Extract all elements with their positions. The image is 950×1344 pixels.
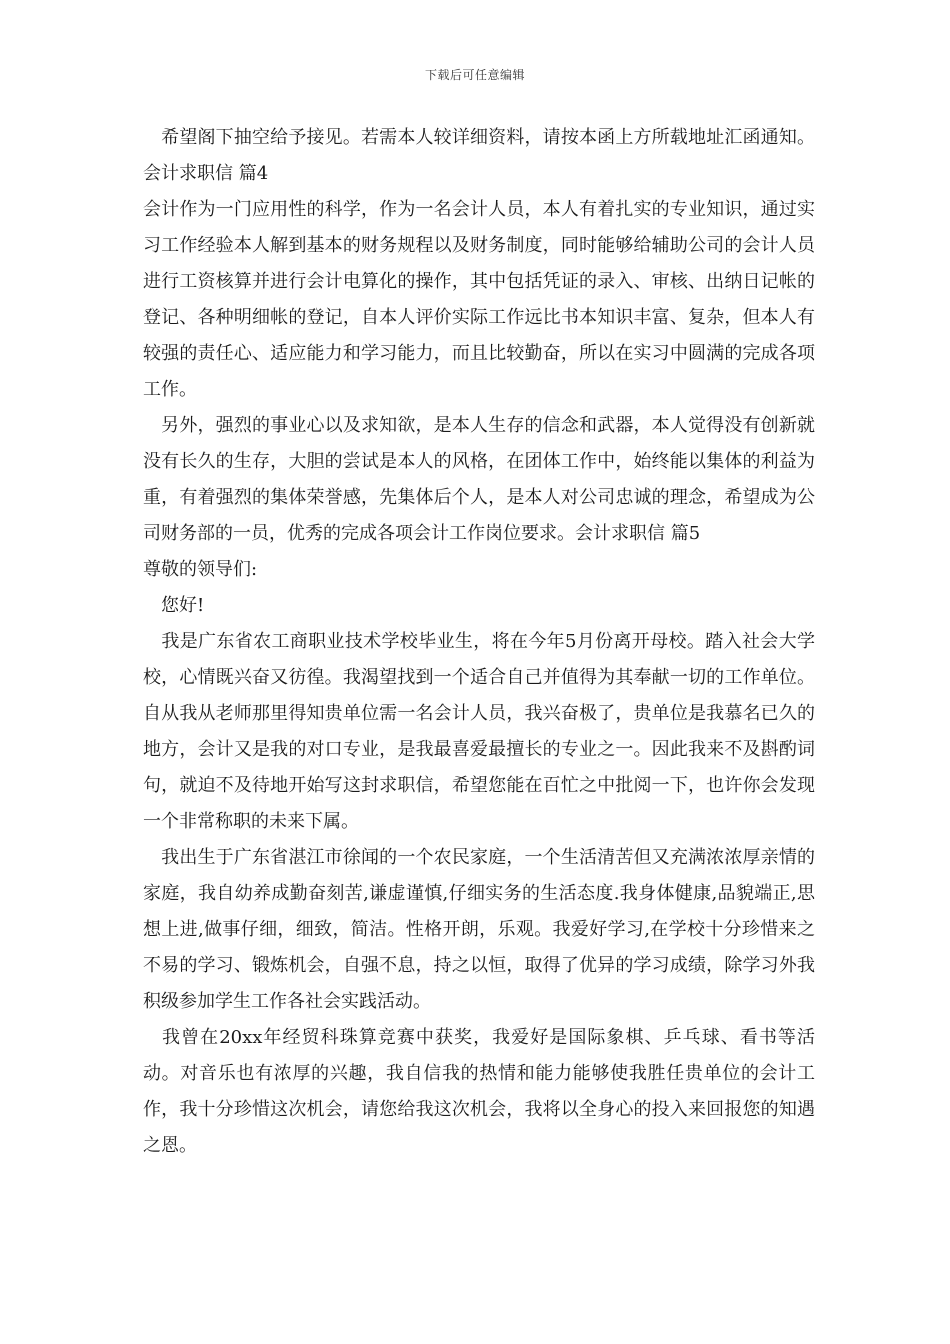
- paragraph-background: 我出生于广东省湛江市徐闻的一个农民家庭，一个生活清苦但又充满浓浓厚亲情的家庭，我自幼养成勤奋刻苦,谦虚谨慎,仔细实务的生活态度.我身体健康,品貌端正,思想上进,做事仔细，细致，简洁。性格开朗，乐观。我爱好学习,在学校十分珍惜来之不易的学习、锻炼机会，自强不息，持之以恒，取得了优异的学习成绩，除学习外我积级参加学生工作各社会实践活动。: [143, 847, 815, 1012]
- paragraph-ambition: 另外，强烈的事业心以及求知欲，是本人生存的信念和武器，本人觉得没有创新就没有长久的生存，大胆的尝试是本人的风格，在团体工作中，始终能以集体的利益为重，有着强烈的集体荣誉感，先集体后个人，是本人对公司忠诚的理念，希望成为公司财务部的一员，优秀的完成各项会计工作岗位要求。会计求职信 篇5: [143, 415, 815, 544]
- paragraph-greeting: 您好!: [143, 595, 205, 616]
- page-header-note: 下载后可任意编辑: [424, 68, 525, 82]
- paragraph-achievements: 我曾在20xx年经贸科珠算竞赛中获奖，我爱好是国际象棋、乒乓球、看书等活动。对音乐也有浓厚的兴趣，我自信我的热情和能力能够使我胜任贵单位的会计工作，我十分珍惜这次机会，请您给我这次机会，我将以全身心的投入来回报您的知遇之恩。: [143, 1027, 815, 1156]
- paragraph-accounting-knowledge: 会计作为一门应用性的科学，作为一名会计人员，本人有着扎实的专业知识，通过实习工作经验本人解到基本的财务规程以及财务制度，同时能够给辅助公司的会计人员进行工资核算并进行会计电算化的操作，其中包括凭证的录入、审核、出纳日记帐的登记、各种明细帐的登记，自本人评价实际工作远比书本知识丰富、复杂，但本人有较强的责任心、适应能力和学习能力，而且比较勤奋，所以在实习中圆满的完成各项工作。: [143, 199, 815, 400]
- paragraph-closing-request: 希望阁下抽空给予接见。若需本人较详细资料，请按本函上方所载地址汇函通知。会计求职信 篇4: [143, 127, 815, 184]
- paragraph-introduction: 我是广东省农工商职业技术学校毕业生，将在今年5月份离开母校。踏入社会大学校，心情既兴奋又彷徨。我渴望找到一个适合自己并值得为其奉献一切的工作单位。自从我从老师那里得知贵单位需一名会计人员，我兴奋极了，贵单位是我慕名已久的地方，会计又是我的对口专业，是我最喜爱最擅长的专业之一。因此我来不及斟酌词句，就迫不及待地开始写这封求职信，希望您能在百忙之中批阅一下，也许你会发现一个非常称职的未来下属。: [143, 631, 815, 832]
- paragraph-salutation: 尊敬的领导们:: [143, 559, 258, 580]
- document-body: [143, 120, 815, 1164]
